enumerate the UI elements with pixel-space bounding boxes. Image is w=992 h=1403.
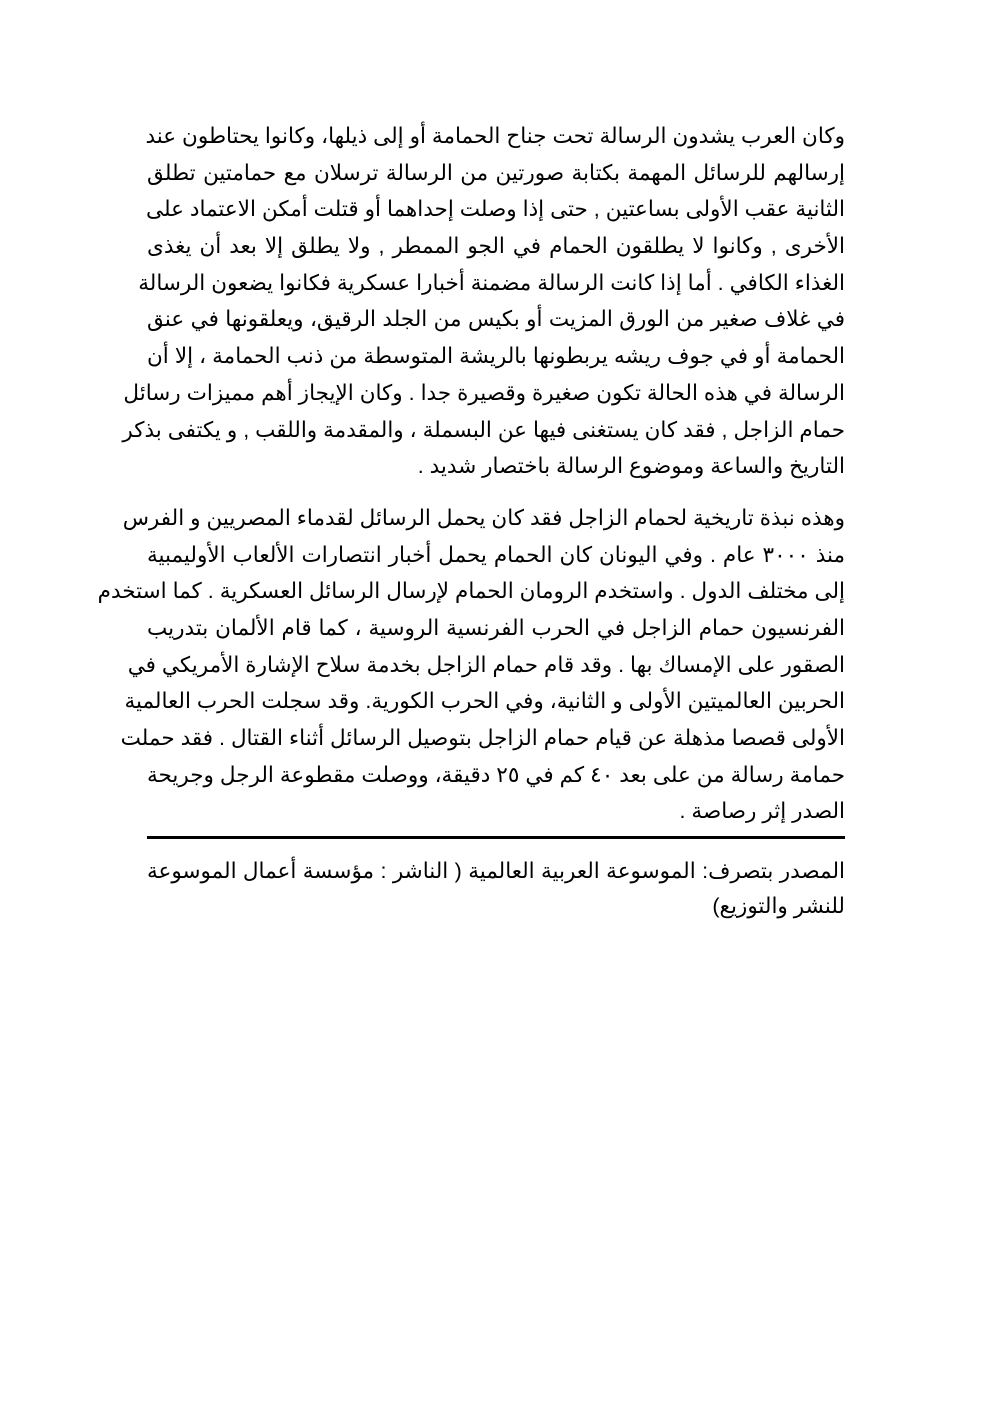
text-line: وكان العرب يشدون الرسالة تحت جناح الحمامة أو إلى ذيلها، وكانوا يحتاطون عند — [145, 124, 845, 148]
paragraph-carrier-pigeon-methods — [122, 118, 845, 485]
text-line: الثانية عقب الأولى بساعتين , حتى إذا وصلت إحداهما أو قتلت أمكن الاعتماد على — [146, 197, 845, 222]
citation-line: للنشر والتوزيع) — [712, 894, 845, 919]
text-line: الصقور على الإمساك بها . وقد قام حمام الزاجل بخدمة سلاح الإشارة الأمريكي في — [127, 652, 845, 677]
text-line: وهذه نبذة تاريخية لحمام الزاجل فقد كان يحمل الرسائل لقدماء المصريين و الفرس — [122, 505, 845, 530]
document-page — [97, 118, 845, 923]
text-line: إرسالهم للرسائل المهمة بكتابة صورتين من الرسالة ترسلان مع حمامتين تطلق — [147, 160, 845, 185]
text-line: الحربين العالميتين الأولى و الثانية، وفي الحرب الكورية. وقد سجلت الحرب العالمية — [124, 689, 845, 714]
text-line: حمام الزاجل , فقد كان يستغنى فيها عن البسملة ، والمقدمة واللقب , و يكتفى بذكر — [122, 417, 845, 442]
text-line: في غلاف صغير من الورق المزيت أو بكيس من الجلد الرقيق، ويعلقونها في عنق — [147, 307, 845, 332]
text-line: الأخرى , وكانوا لا يطلقون الحمام في الجو الممطر , ولا يطلق إلا بعد أن يغذى — [147, 234, 845, 259]
text-line: الصدر إثر رصاصة . — [679, 799, 845, 824]
text-line: حمامة رسالة من على بعد ٤٠ كم في ٢٥ دقيقة، ووصلت مقطوعة الرجل وجريحة — [147, 762, 845, 787]
text-line: الحمامة أو في جوف ريشه يربطونها بالريشة المتوسطة من ذنب الحمامة ، إلا أن — [147, 344, 845, 369]
citation-line: المصدر بتصرف: الموسوعة العربية العالمية ( الناشر : مؤسسة أعمال الموسوعة — [147, 859, 845, 884]
text-line: الغذاء الكافي . أما إذا كانت الرسالة مضمنة أخبارا عسكرية فكانوا يضعون الرسالة — [138, 270, 845, 295]
text-line: التاريخ والساعة وموضوع الرسالة باختصار شديد . — [417, 454, 845, 479]
paragraph-carrier-pigeon-history — [97, 500, 845, 830]
text-line: إلى مختلف الدول . واستخدم الرومان الحمام لإرسال الرسائل العسكرية . كما استخدم — [97, 579, 845, 604]
text-line: الرسالة في هذه الحالة تكون صغيرة وقصيرة جدا . وكان الإيجاز أهم مميزات رسائل — [123, 380, 845, 405]
text-line: منذ ٣٠٠٠ عام . وفي اليونان كان الحمام يحمل أخبار انتصارات الألعاب الأوليمبية — [147, 542, 845, 567]
source-citation — [147, 853, 845, 923]
horizontal-rule-divider — [147, 836, 845, 839]
text-line: الفرنسيون حمام الزاجل في الحرب الفرنسية الروسية ، كما قام الألمان بتدريب — [147, 615, 845, 640]
text-line: الأولى قصصا مذهلة عن قيام حمام الزاجل بتوصيل الرسائل أثناء القتال . فقد حملت — [120, 726, 845, 750]
